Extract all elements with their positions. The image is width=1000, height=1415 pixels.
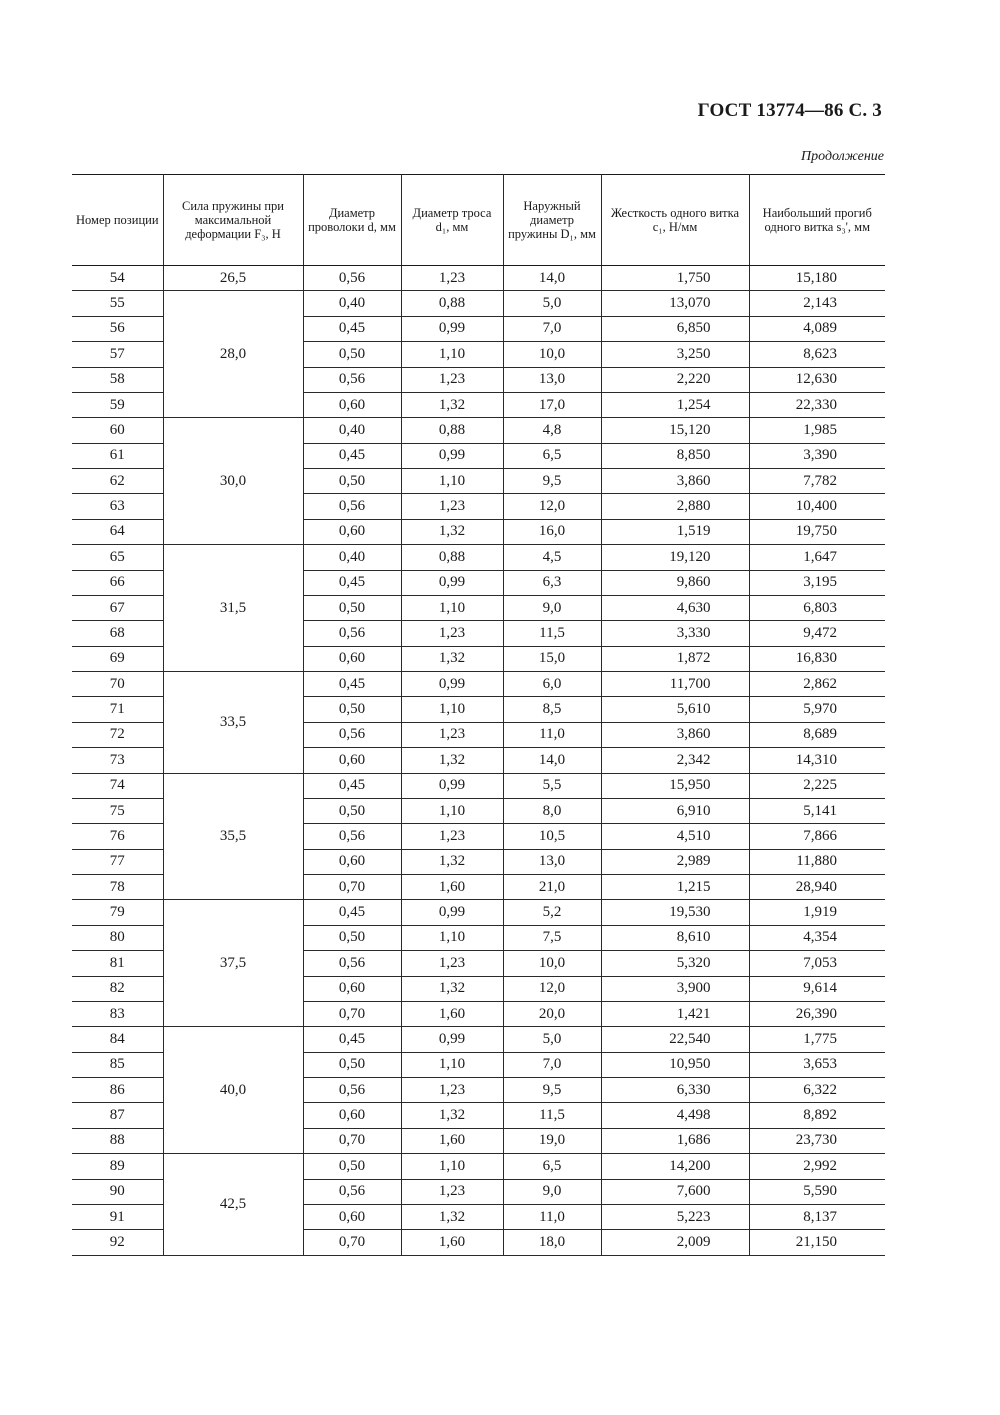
position-number-cell: 56 <box>72 316 163 341</box>
cable-diameter-cell: 0,88 <box>401 418 503 443</box>
wire-diameter-cell: 0,56 <box>303 824 401 849</box>
cable-diameter-cell: 0,99 <box>401 570 503 595</box>
outer-diameter-cell: 8,5 <box>503 697 601 722</box>
outer-diameter-cell: 5,0 <box>503 291 601 316</box>
cable-diameter-cell: 1,10 <box>401 798 503 823</box>
coil-stiffness-cell: 6,910 <box>601 798 749 823</box>
coil-stiffness-cell: 2,989 <box>601 849 749 874</box>
wire-diameter-cell: 0,60 <box>303 392 401 417</box>
max-deflection-cell: 1,647 <box>749 545 885 570</box>
wire-diameter-cell: 0,70 <box>303 1128 401 1153</box>
table-header <box>72 175 885 266</box>
table-row <box>72 266 885 291</box>
coil-stiffness-cell: 4,630 <box>601 595 749 620</box>
table-row <box>72 291 885 316</box>
wire-diameter-cell: 0,60 <box>303 519 401 544</box>
wire-diameter-cell: 0,60 <box>303 748 401 773</box>
position-number-cell: 80 <box>72 925 163 950</box>
outer-diameter-cell: 18,0 <box>503 1230 601 1255</box>
position-number-cell: 57 <box>72 342 163 367</box>
coil-stiffness-cell: 14,200 <box>601 1154 749 1179</box>
wire-diameter-cell: 0,50 <box>303 595 401 620</box>
wire-diameter-cell: 0,40 <box>303 291 401 316</box>
position-number-cell: 63 <box>72 494 163 519</box>
max-deflection-cell: 2,225 <box>749 773 885 798</box>
cable-diameter-cell: 1,32 <box>401 1103 503 1128</box>
max-deflection-cell: 7,053 <box>749 951 885 976</box>
table-row <box>72 418 885 443</box>
cable-diameter-cell: 1,10 <box>401 697 503 722</box>
max-deflection-cell: 19,750 <box>749 519 885 544</box>
outer-diameter-cell: 20,0 <box>503 1001 601 1026</box>
max-deflection-cell: 1,775 <box>749 1027 885 1052</box>
coil-stiffness-cell: 5,610 <box>601 697 749 722</box>
position-number-cell: 81 <box>72 951 163 976</box>
cable-diameter-cell: 1,23 <box>401 367 503 392</box>
wire-diameter-cell: 0,60 <box>303 1103 401 1128</box>
coil-stiffness-cell: 11,700 <box>601 672 749 697</box>
position-number-cell: 71 <box>72 697 163 722</box>
spring-force-cell: 37,5 <box>163 900 303 1027</box>
position-number-cell: 64 <box>72 519 163 544</box>
max-deflection-cell: 22,330 <box>749 392 885 417</box>
cable-diameter-cell: 1,32 <box>401 1204 503 1229</box>
wire-diameter-cell: 0,56 <box>303 951 401 976</box>
cable-diameter-cell: 0,99 <box>401 900 503 925</box>
position-number-cell: 85 <box>72 1052 163 1077</box>
table-row <box>72 773 885 798</box>
coil-stiffness-cell: 9,860 <box>601 570 749 595</box>
position-number-cell: 82 <box>72 976 163 1001</box>
coil-stiffness-cell: 15,120 <box>601 418 749 443</box>
position-number-cell: 73 <box>72 748 163 773</box>
max-deflection-cell: 2,862 <box>749 672 885 697</box>
cable-diameter-cell: 1,10 <box>401 595 503 620</box>
cable-diameter-cell: 1,60 <box>401 1230 503 1255</box>
outer-diameter-cell: 9,0 <box>503 1179 601 1204</box>
wire-diameter-cell: 0,70 <box>303 1001 401 1026</box>
wire-diameter-cell: 0,45 <box>303 900 401 925</box>
outer-diameter-cell: 19,0 <box>503 1128 601 1153</box>
max-deflection-cell: 14,310 <box>749 748 885 773</box>
cable-diameter-cell: 1,23 <box>401 824 503 849</box>
outer-diameter-cell: 15,0 <box>503 646 601 671</box>
coil-stiffness-cell: 3,330 <box>601 621 749 646</box>
position-number-cell: 91 <box>72 1204 163 1229</box>
wire-diameter-cell: 0,56 <box>303 1078 401 1103</box>
max-deflection-cell: 8,892 <box>749 1103 885 1128</box>
position-number-cell: 84 <box>72 1027 163 1052</box>
wire-diameter-cell: 0,50 <box>303 342 401 367</box>
position-number-cell: 86 <box>72 1078 163 1103</box>
cable-diameter-cell: 1,23 <box>401 1179 503 1204</box>
wire-diameter-cell: 0,40 <box>303 545 401 570</box>
wire-diameter-cell: 0,50 <box>303 798 401 823</box>
position-number-cell: 61 <box>72 443 163 468</box>
position-number-cell: 62 <box>72 469 163 494</box>
max-deflection-cell: 7,866 <box>749 824 885 849</box>
cable-diameter-cell: 1,32 <box>401 519 503 544</box>
coil-stiffness-cell: 2,009 <box>601 1230 749 1255</box>
outer-diameter-cell: 9,5 <box>503 469 601 494</box>
coil-stiffness-cell: 2,220 <box>601 367 749 392</box>
outer-diameter-cell: 7,0 <box>503 316 601 341</box>
max-deflection-cell: 2,992 <box>749 1154 885 1179</box>
wire-diameter-cell: 0,56 <box>303 722 401 747</box>
coil-stiffness-cell: 5,223 <box>601 1204 749 1229</box>
wire-diameter-cell: 0,50 <box>303 697 401 722</box>
continuation-label: Продолжение <box>801 149 884 164</box>
position-number-cell: 68 <box>72 621 163 646</box>
cable-diameter-cell: 1,23 <box>401 266 503 291</box>
outer-diameter-cell: 4,5 <box>503 545 601 570</box>
spring-force-cell: 33,5 <box>163 672 303 774</box>
coil-stiffness-cell: 3,250 <box>601 342 749 367</box>
cable-diameter-cell: 1,60 <box>401 875 503 900</box>
table-row <box>72 1027 885 1052</box>
cable-diameter-cell: 0,88 <box>401 545 503 570</box>
col-spring-force: Сила пружины при максимальной деформации F₃, Н <box>163 175 303 266</box>
table-body <box>72 266 885 1256</box>
max-deflection-cell: 12,630 <box>749 367 885 392</box>
coil-stiffness-cell: 8,850 <box>601 443 749 468</box>
spring-force-cell: 40,0 <box>163 1027 303 1154</box>
position-number-cell: 54 <box>72 266 163 291</box>
wire-diameter-cell: 0,60 <box>303 976 401 1001</box>
outer-diameter-cell: 8,0 <box>503 798 601 823</box>
cable-diameter-cell: 0,88 <box>401 291 503 316</box>
max-deflection-cell: 21,150 <box>749 1230 885 1255</box>
spring-spec-table <box>72 174 885 1256</box>
outer-diameter-cell: 5,0 <box>503 1027 601 1052</box>
coil-stiffness-cell: 15,950 <box>601 773 749 798</box>
cable-diameter-cell: 0,99 <box>401 443 503 468</box>
cable-diameter-cell: 1,23 <box>401 722 503 747</box>
table-row <box>72 1154 885 1179</box>
cable-diameter-cell: 1,60 <box>401 1128 503 1153</box>
max-deflection-cell: 1,919 <box>749 900 885 925</box>
wire-diameter-cell: 0,45 <box>303 316 401 341</box>
outer-diameter-cell: 6,3 <box>503 570 601 595</box>
outer-diameter-cell: 10,0 <box>503 951 601 976</box>
cable-diameter-cell: 1,10 <box>401 469 503 494</box>
cable-diameter-cell: 1,23 <box>401 621 503 646</box>
coil-stiffness-cell: 7,600 <box>601 1179 749 1204</box>
spring-force-cell: 30,0 <box>163 418 303 545</box>
wire-diameter-cell: 0,50 <box>303 1154 401 1179</box>
outer-diameter-cell: 11,0 <box>503 722 601 747</box>
cable-diameter-cell: 1,10 <box>401 1154 503 1179</box>
position-number-cell: 55 <box>72 291 163 316</box>
wire-diameter-cell: 0,56 <box>303 621 401 646</box>
outer-diameter-cell: 7,0 <box>503 1052 601 1077</box>
position-number-cell: 79 <box>72 900 163 925</box>
outer-diameter-cell: 12,0 <box>503 976 601 1001</box>
outer-diameter-cell: 6,5 <box>503 443 601 468</box>
header-row <box>72 175 885 266</box>
coil-stiffness-cell: 19,530 <box>601 900 749 925</box>
outer-diameter-cell: 10,0 <box>503 342 601 367</box>
coil-stiffness-cell: 10,950 <box>601 1052 749 1077</box>
position-number-cell: 69 <box>72 646 163 671</box>
coil-stiffness-cell: 8,610 <box>601 925 749 950</box>
outer-diameter-cell: 11,0 <box>503 1204 601 1229</box>
coil-stiffness-cell: 6,330 <box>601 1078 749 1103</box>
position-number-cell: 78 <box>72 875 163 900</box>
cable-diameter-cell: 0,99 <box>401 773 503 798</box>
coil-stiffness-cell: 1,254 <box>601 392 749 417</box>
outer-diameter-cell: 13,0 <box>503 367 601 392</box>
coil-stiffness-cell: 1,872 <box>601 646 749 671</box>
coil-stiffness-cell: 13,070 <box>601 291 749 316</box>
max-deflection-cell: 1,985 <box>749 418 885 443</box>
wire-diameter-cell: 0,45 <box>303 672 401 697</box>
cable-diameter-cell: 1,10 <box>401 1052 503 1077</box>
col-coil-stiffness: Жесткость одного витка c₁, Н/мм <box>601 175 749 266</box>
position-number-cell: 77 <box>72 849 163 874</box>
outer-diameter-cell: 5,2 <box>503 900 601 925</box>
cable-diameter-cell: 1,32 <box>401 748 503 773</box>
cable-diameter-cell: 0,99 <box>401 316 503 341</box>
position-number-cell: 92 <box>72 1230 163 1255</box>
cable-diameter-cell: 1,23 <box>401 1078 503 1103</box>
coil-stiffness-cell: 2,880 <box>601 494 749 519</box>
outer-diameter-cell: 4,8 <box>503 418 601 443</box>
outer-diameter-cell: 6,5 <box>503 1154 601 1179</box>
table-row <box>72 545 885 570</box>
position-number-cell: 75 <box>72 798 163 823</box>
cable-diameter-cell: 1,32 <box>401 976 503 1001</box>
spring-force-cell: 35,5 <box>163 773 303 900</box>
max-deflection-cell: 10,400 <box>749 494 885 519</box>
col-position-number: Номер позиции <box>72 175 163 266</box>
max-deflection-cell: 5,141 <box>749 798 885 823</box>
coil-stiffness-cell: 6,850 <box>601 316 749 341</box>
position-number-cell: 72 <box>72 722 163 747</box>
position-number-cell: 60 <box>72 418 163 443</box>
max-deflection-cell: 7,782 <box>749 469 885 494</box>
max-deflection-cell: 28,940 <box>749 875 885 900</box>
max-deflection-cell: 16,830 <box>749 646 885 671</box>
cable-diameter-cell: 1,32 <box>401 392 503 417</box>
max-deflection-cell: 4,354 <box>749 925 885 950</box>
max-deflection-cell: 9,614 <box>749 976 885 1001</box>
wire-diameter-cell: 0,40 <box>303 418 401 443</box>
wire-diameter-cell: 0,50 <box>303 925 401 950</box>
wire-diameter-cell: 0,45 <box>303 1027 401 1052</box>
spring-force-cell: 28,0 <box>163 291 303 418</box>
wire-diameter-cell: 0,70 <box>303 1230 401 1255</box>
coil-stiffness-cell: 1,215 <box>601 875 749 900</box>
outer-diameter-cell: 16,0 <box>503 519 601 544</box>
wire-diameter-cell: 0,56 <box>303 1179 401 1204</box>
outer-diameter-cell: 10,5 <box>503 824 601 849</box>
outer-diameter-cell: 5,5 <box>503 773 601 798</box>
outer-diameter-cell: 14,0 <box>503 266 601 291</box>
outer-diameter-cell: 17,0 <box>503 392 601 417</box>
wire-diameter-cell: 0,56 <box>303 494 401 519</box>
outer-diameter-cell: 14,0 <box>503 748 601 773</box>
col-wire-diameter: Диаметр проволоки d, мм <box>303 175 401 266</box>
cable-diameter-cell: 1,60 <box>401 1001 503 1026</box>
col-max-deflection: Наибольший прогиб одного витка s₃', мм <box>749 175 885 266</box>
position-number-cell: 66 <box>72 570 163 595</box>
position-number-cell: 67 <box>72 595 163 620</box>
coil-stiffness-cell: 1,421 <box>601 1001 749 1026</box>
max-deflection-cell: 8,623 <box>749 342 885 367</box>
max-deflection-cell: 11,880 <box>749 849 885 874</box>
coil-stiffness-cell: 3,860 <box>601 722 749 747</box>
cable-diameter-cell: 1,10 <box>401 342 503 367</box>
max-deflection-cell: 5,970 <box>749 697 885 722</box>
wire-diameter-cell: 0,60 <box>303 1204 401 1229</box>
wire-diameter-cell: 0,70 <box>303 875 401 900</box>
outer-diameter-cell: 7,5 <box>503 925 601 950</box>
max-deflection-cell: 4,089 <box>749 316 885 341</box>
position-number-cell: 90 <box>72 1179 163 1204</box>
max-deflection-cell: 3,390 <box>749 443 885 468</box>
wire-diameter-cell: 0,56 <box>303 266 401 291</box>
outer-diameter-cell: 9,5 <box>503 1078 601 1103</box>
max-deflection-cell: 8,137 <box>749 1204 885 1229</box>
position-number-cell: 83 <box>72 1001 163 1026</box>
position-number-cell: 89 <box>72 1154 163 1179</box>
outer-diameter-cell: 12,0 <box>503 494 601 519</box>
cable-diameter-cell: 1,32 <box>401 646 503 671</box>
wire-diameter-cell: 0,50 <box>303 469 401 494</box>
max-deflection-cell: 6,803 <box>749 595 885 620</box>
spring-force-cell: 42,5 <box>163 1154 303 1256</box>
coil-stiffness-cell: 4,498 <box>601 1103 749 1128</box>
outer-diameter-cell: 9,0 <box>503 595 601 620</box>
outer-diameter-cell: 21,0 <box>503 875 601 900</box>
coil-stiffness-cell: 22,540 <box>601 1027 749 1052</box>
max-deflection-cell: 26,390 <box>749 1001 885 1026</box>
position-number-cell: 58 <box>72 367 163 392</box>
coil-stiffness-cell: 4,510 <box>601 824 749 849</box>
col-outer-diameter: Наружный диаметр пружины D₁, мм <box>503 175 601 266</box>
coil-stiffness-cell: 19,120 <box>601 545 749 570</box>
outer-diameter-cell: 13,0 <box>503 849 601 874</box>
wire-diameter-cell: 0,50 <box>303 1052 401 1077</box>
position-number-cell: 59 <box>72 392 163 417</box>
position-number-cell: 88 <box>72 1128 163 1153</box>
cable-diameter-cell: 1,23 <box>401 951 503 976</box>
coil-stiffness-cell: 1,686 <box>601 1128 749 1153</box>
max-deflection-cell: 6,322 <box>749 1078 885 1103</box>
cable-diameter-cell: 1,32 <box>401 849 503 874</box>
table-row <box>72 900 885 925</box>
wire-diameter-cell: 0,45 <box>303 443 401 468</box>
spring-force-cell: 31,5 <box>163 545 303 672</box>
wire-diameter-cell: 0,45 <box>303 570 401 595</box>
coil-stiffness-cell: 5,320 <box>601 951 749 976</box>
max-deflection-cell: 3,195 <box>749 570 885 595</box>
cable-diameter-cell: 0,99 <box>401 672 503 697</box>
spring-force-cell: 26,5 <box>163 266 303 291</box>
cable-diameter-cell: 1,10 <box>401 925 503 950</box>
max-deflection-cell: 3,653 <box>749 1052 885 1077</box>
coil-stiffness-cell: 1,519 <box>601 519 749 544</box>
wire-diameter-cell: 0,45 <box>303 773 401 798</box>
position-number-cell: 65 <box>72 545 163 570</box>
position-number-cell: 70 <box>72 672 163 697</box>
outer-diameter-cell: 11,5 <box>503 621 601 646</box>
wire-diameter-cell: 0,60 <box>303 646 401 671</box>
max-deflection-cell: 5,590 <box>749 1179 885 1204</box>
cable-diameter-cell: 0,99 <box>401 1027 503 1052</box>
wire-diameter-cell: 0,56 <box>303 367 401 392</box>
max-deflection-cell: 23,730 <box>749 1128 885 1153</box>
wire-diameter-cell: 0,60 <box>303 849 401 874</box>
outer-diameter-cell: 6,0 <box>503 672 601 697</box>
table-row <box>72 672 885 697</box>
max-deflection-cell: 15,180 <box>749 266 885 291</box>
coil-stiffness-cell: 2,342 <box>601 748 749 773</box>
cable-diameter-cell: 1,23 <box>401 494 503 519</box>
position-number-cell: 76 <box>72 824 163 849</box>
col-cable-diameter: Диаметр троса d₁, мм <box>401 175 503 266</box>
outer-diameter-cell: 11,5 <box>503 1103 601 1128</box>
coil-stiffness-cell: 3,860 <box>601 469 749 494</box>
position-number-cell: 74 <box>72 773 163 798</box>
max-deflection-cell: 9,472 <box>749 621 885 646</box>
max-deflection-cell: 8,689 <box>749 722 885 747</box>
coil-stiffness-cell: 3,900 <box>601 976 749 1001</box>
page-header: ГОСТ 13774—86 С. 3 <box>697 100 882 121</box>
max-deflection-cell: 2,143 <box>749 291 885 316</box>
coil-stiffness-cell: 1,750 <box>601 266 749 291</box>
position-number-cell: 87 <box>72 1103 163 1128</box>
